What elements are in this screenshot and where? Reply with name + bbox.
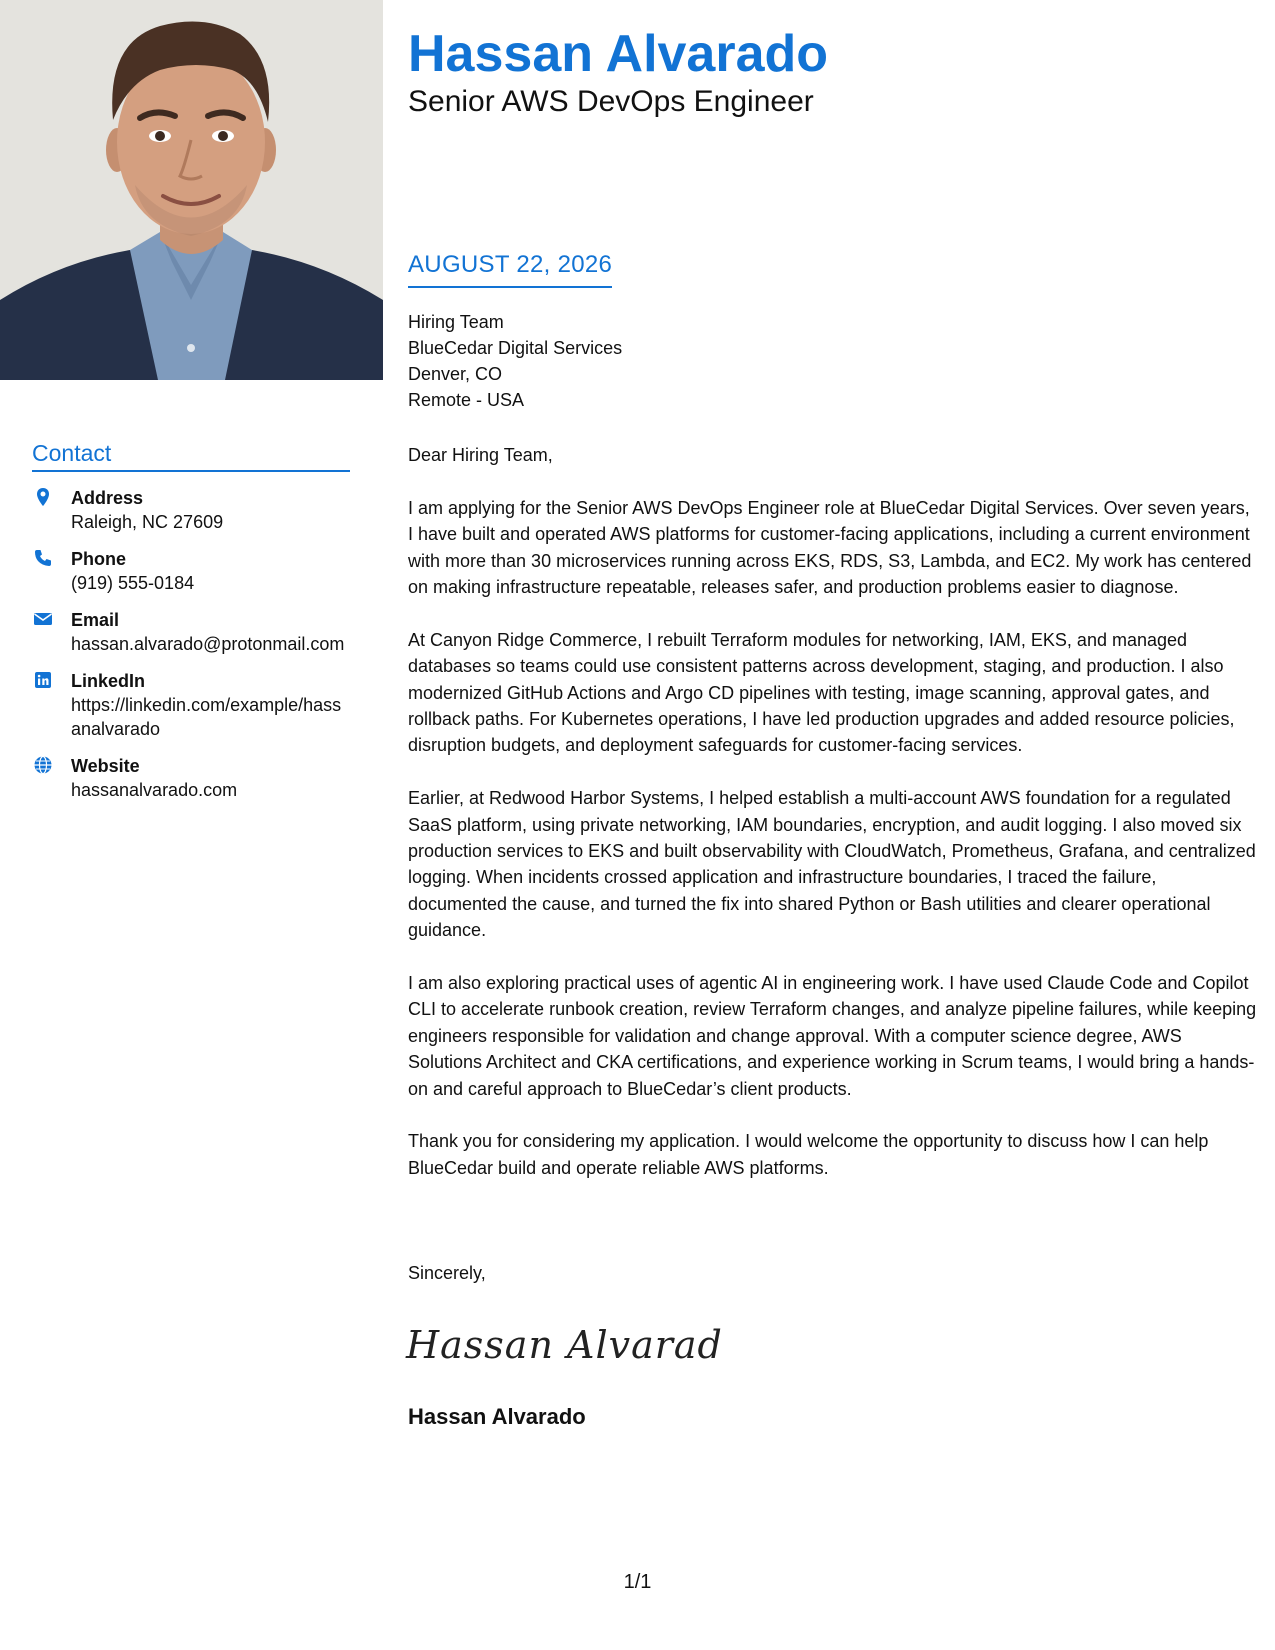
recipient-line: Remote - USA [408,390,525,410]
contact-website [32,754,350,802]
globe-icon [33,755,53,775]
contact-value: (919) 555-0184 [71,573,195,593]
paragraph: At Canyon Ridge Commerce, I rebuilt Terraform modules for networking, IAM, EKS, and managed databases so teams could use consistent patterns across development, staging, and production. I also modernized GitHub Actions and Argo CD pipelines with testing, image scanning, approval gates, and rollback paths. For Kubernetes operations, I have led production upgrades and added resource policies, disruption budgets, and deployment safeguards for customer-facing services. [408,629,1235,756]
closing: Sincerely, [408,1263,486,1283]
profile-photo [0,0,383,380]
contact-email [32,608,350,656]
contact-address [32,486,350,534]
salutation: Dear Hiring Team, [408,445,553,465]
contact-label: Website [71,756,140,776]
handwritten-signature: Hassan Alvarad [406,1323,723,1367]
map-pin-icon [33,487,53,507]
contact-value: Raleigh, NC 27609 [71,512,224,532]
envelope-icon [33,609,53,629]
recipient-line: Hiring Team [408,312,504,332]
paragraph: I am also exploring practical uses of agentic AI in engineering work. I have used Claude Code and Copilot CLI to accelerate runbook creation, review Terraform changes, and analyze pipeline failures, while keeping engineers responsible for validation and change approval. With a computer science degree, AWS Solutions Architect and CKA certifications, and experience working in Scrum teams, I would bring a hands-on and careful approach to BlueCedar’s client products. [408,973,1257,1099]
letter-body [408,442,1258,1208]
contact-value[interactable]: hassanalvarado.com [71,780,238,800]
contact-heading: Contact [32,439,350,472]
contact-label: Phone [71,549,127,569]
contact-linkedin [32,669,350,741]
contact-label: Email [71,610,120,630]
contact-phone [32,547,350,595]
paragraph: I am applying for the Senior AWS DevOps Engineer role at BlueCedar Digital Services. Over seven years, I have built and operated AWS platforms for customer-facing applications, including a current environment with more than 30 microservices running across EKS, RDS, S3, Lambda, and EC2. My work has centered on making infrastructure repeatable, releases safer, and production problems easier to diagnose. [408,497,1252,598]
page-number: 1/1 [623,1571,652,1593]
recipient-line: Denver, CO [408,364,503,384]
signed-name: Hassan Alvarado [408,1404,586,1429]
candidate-name: Hassan Alvarado [408,25,829,83]
recipient-line: BlueCedar Digital Services [408,338,623,358]
linkedin-icon [33,670,53,690]
phone-icon [33,548,53,568]
recipient-block [408,309,622,413]
contact-value[interactable]: https://linkedin.com/example/hassanalvarado [71,695,342,739]
paragraph: Thank you for considering my application. I would welcome the opportunity to discuss how I can help BlueCedar build and operate reliable AWS platforms. [408,1131,1209,1178]
letter-date: AUGUST 22, 2026 [408,250,612,288]
contact-label: LinkedIn [71,671,146,691]
contact-label: Address [71,488,144,508]
contact-value[interactable]: hassan.alvarado@protonmail.com [71,634,345,654]
contact-section [32,439,350,815]
paragraph: Earlier, at Redwood Harbor Systems, I helped establish a multi-account AWS foundation for a regulated SaaS platform, using private networking, IAM boundaries, encryption, and audit logging. I also moved six production services to EKS and built observability with CloudWatch, Prometheus, Grafana, and centralized logging. When incidents crossed application and infrastructure boundaries, I traced the failure, documented the cause, and turned the fix into shared Python or Bash utilities and clearer operational guidance. [408,788,1256,941]
candidate-title: Senior AWS DevOps Engineer [408,85,814,118]
